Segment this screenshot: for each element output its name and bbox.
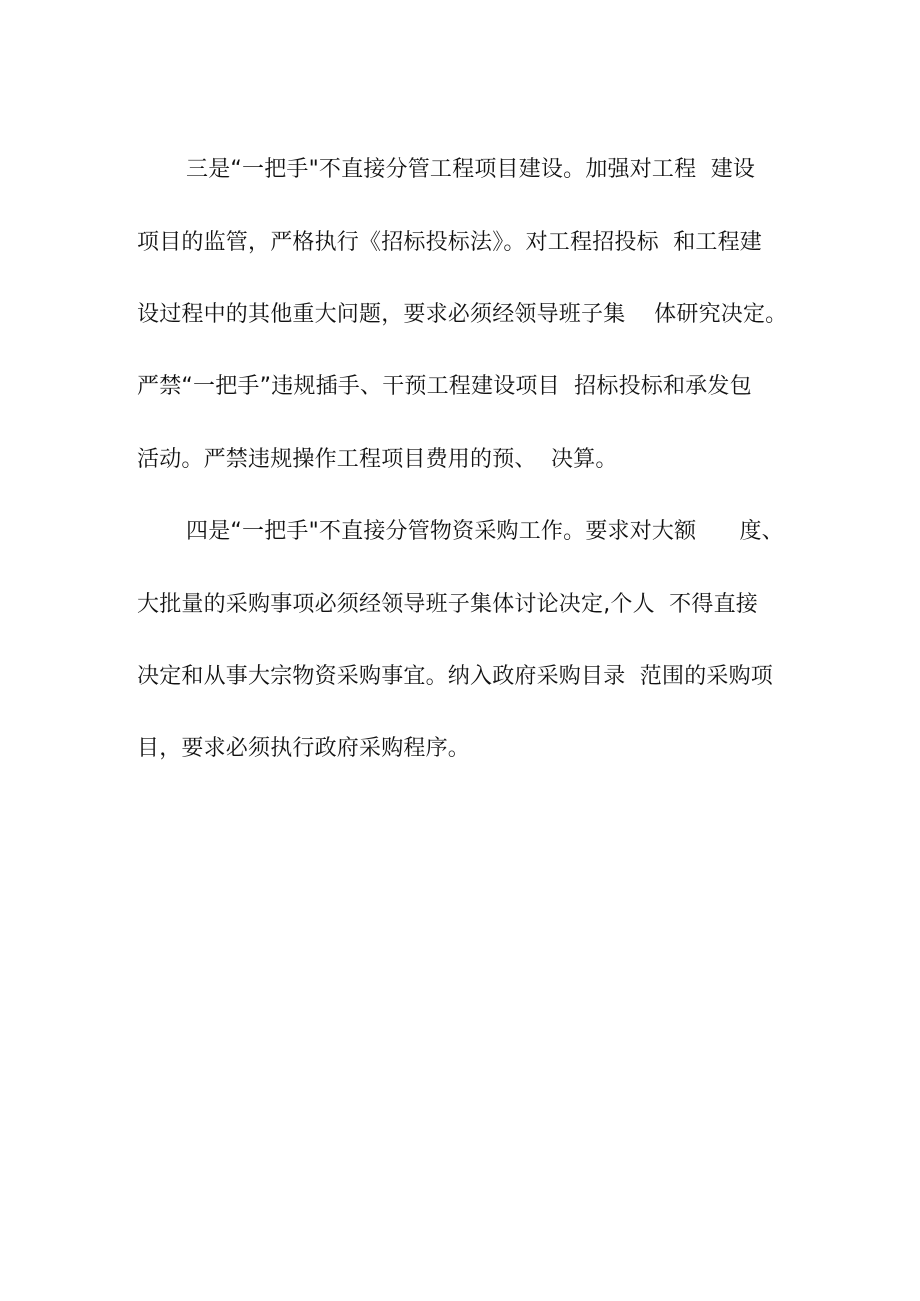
paragraph-2-line-4: 目，要求必须执行政府采购程序。 xyxy=(137,736,471,761)
paragraph-1-line-3: 设过程中的其他重大问题，要求必须经领导班子集 体研究决定。 xyxy=(137,302,788,327)
paragraph-1-line-5: 活动。严禁违规操作工程项目费用的预、 决算。 xyxy=(137,447,618,472)
paragraph-2-line-2: 大批量的采购事项必须经领导班子集体讨论决定,个人 不得直接 xyxy=(137,592,758,617)
paragraph-2-line-1: 四是“一把手"不直接分管物资采购工作。要求对大额 度、 xyxy=(186,519,784,544)
paragraph-2-line-3: 决定和从事大宗物资采购事宜。纳入政府采购目录 范围的采购项 xyxy=(137,664,773,689)
paragraph-1-line-2: 项目的监管，严格执行《招标投标法》。对工程招投标 和工程建 xyxy=(137,230,762,255)
paragraph-1-line-4: 严禁“一把手”违规插手、干预工程建设项目 招标投标和承发包 xyxy=(137,374,752,399)
paragraph-1-line-1: 三是“一把手"不直接分管工程项目建设。加强对工程 建设 xyxy=(186,157,756,182)
